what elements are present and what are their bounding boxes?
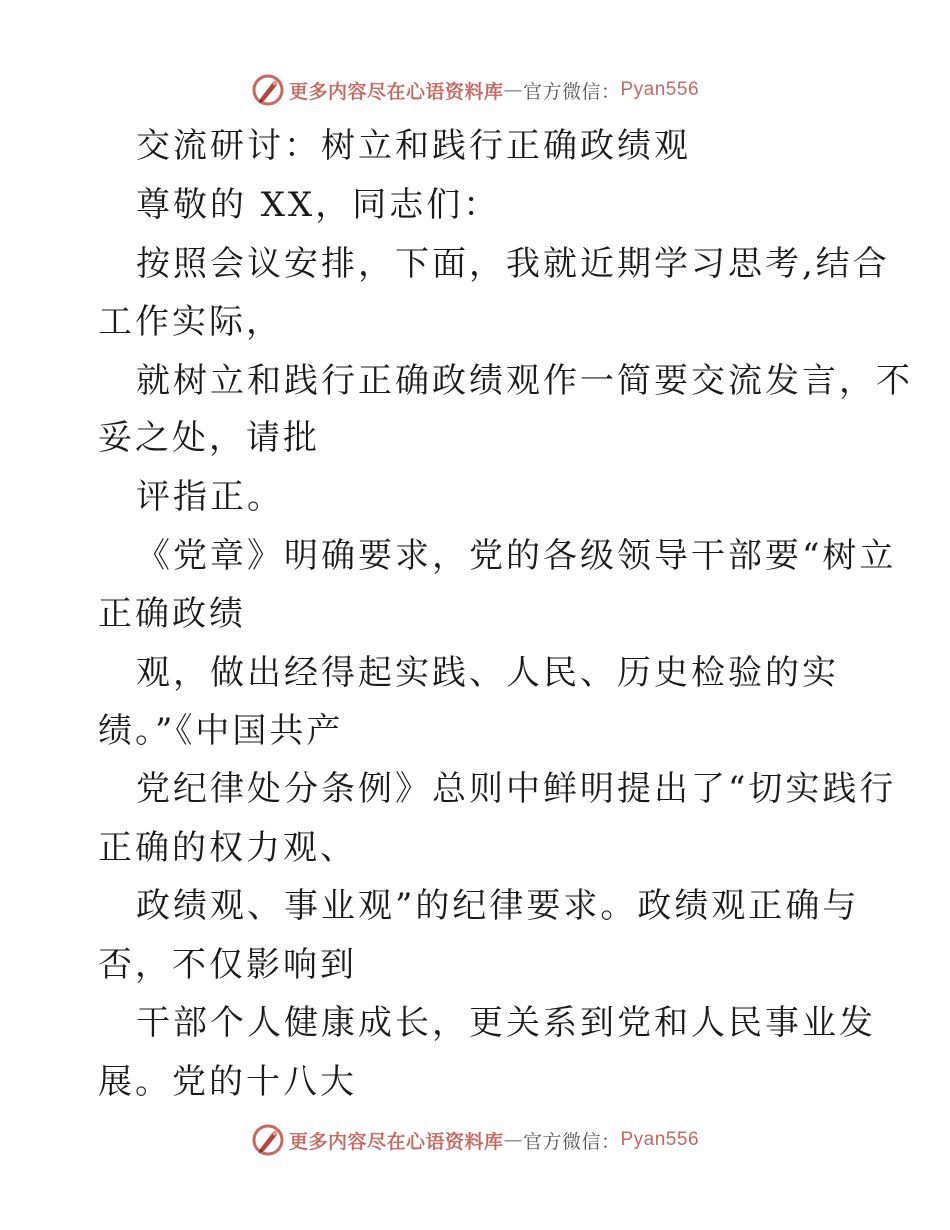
doc-line: 评指正。 — [136, 477, 284, 517]
doc-line: 政绩观、事业观”的纪律要求。政绩观正确与 — [136, 886, 860, 926]
doc-line: 观，做出经得起实践、人民、历史检验的实 — [136, 653, 839, 693]
header-banner-dash: — — [503, 79, 523, 101]
doc-line: 妥之处，请批 — [98, 418, 320, 458]
doc-line: 工作实际， — [98, 302, 283, 342]
doc-line: 绩。”《中国共产 — [98, 711, 344, 751]
pen-logo-icon — [251, 1123, 285, 1157]
doc-title: 交流研讨：树立和践行正确政绩观 — [136, 126, 691, 166]
doc-line: 正确的权力观、 — [98, 828, 357, 868]
footer-banner-dash: — — [503, 1129, 523, 1151]
doc-line: 否，不仅影响到 — [98, 945, 357, 985]
footer-banner-wechat-label: 官方微信： — [522, 1130, 621, 1153]
doc-line: 《党章》明确要求，党的各级领导干部要“树立 — [136, 536, 897, 576]
header-banner-wechat-label: 官方微信： — [522, 80, 621, 103]
footer-banner-main-text: 更多内容尽在心语资料库 — [288, 1130, 504, 1153]
doc-line: 干部个人健康成长，更关系到党和人民事业发 — [136, 1003, 876, 1043]
doc-line: 就树立和践行正确政绩观作一简要交流发言，不 — [136, 361, 913, 401]
doc-line: 正确政绩 — [98, 594, 246, 634]
header-banner-wechat-id: Pyan556 — [620, 79, 700, 100]
doc-line: 按照会议安排，下面，我就近期学习思考,结合 — [136, 244, 890, 284]
footer-banner-wechat-id: Pyan556 — [620, 1129, 700, 1150]
header-banner-main-text: 更多内容尽在心语资料库 — [288, 80, 504, 103]
doc-line: 党纪律处分条例》总则中鲜明提出了“切实践行 — [136, 769, 897, 809]
doc-salutation: 尊敬的 XX，同志们： — [136, 185, 501, 225]
doc-line: 展。党的十八大 — [98, 1062, 357, 1102]
footer-banner — [0, 1120, 950, 1160]
